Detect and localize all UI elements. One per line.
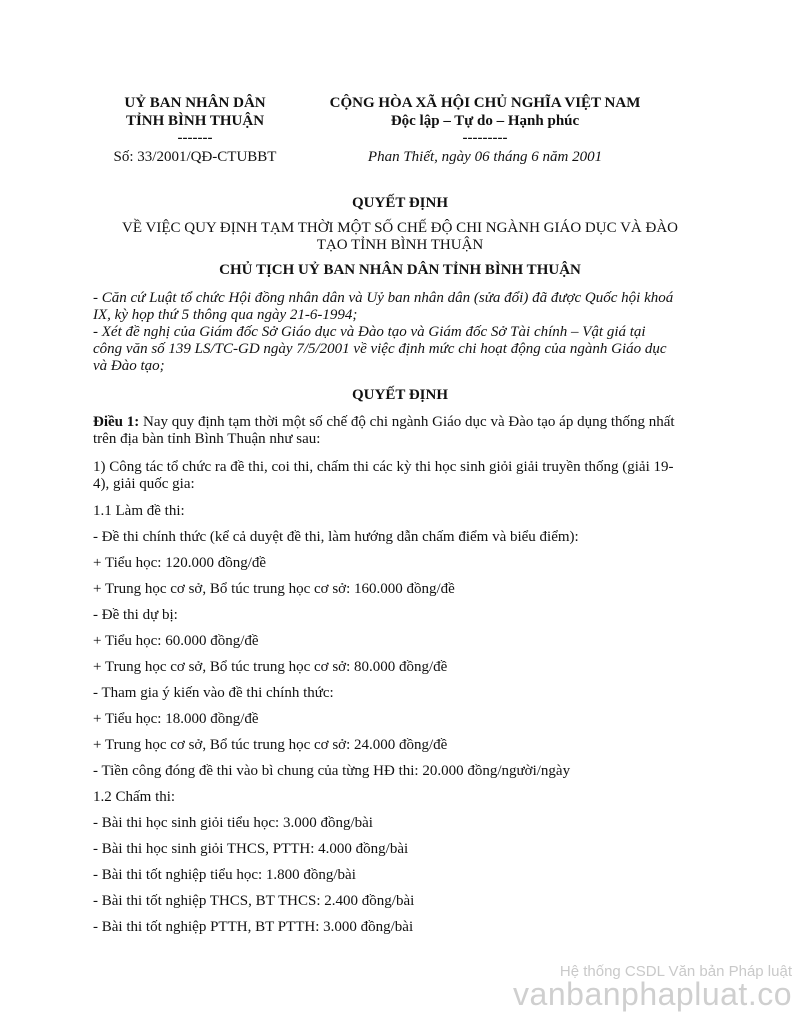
subject-line-2: TẠO TỈNH BÌNH THUẬN bbox=[316, 237, 484, 253]
list-item: - Đề thi chính thức (kể cả duyệt đề thi, làm hướng dẫn chấm điểm và biểu điểm): bbox=[93, 529, 579, 545]
basis-line: công văn số 139 LS/TC-GD ngày 7/5/2001 về việc định mức chi hoạt động của ngành Giáo dục bbox=[93, 341, 667, 357]
motto-separator: --------- bbox=[462, 130, 508, 146]
list-item: + Tiểu học: 60.000 đồng/đề bbox=[93, 633, 259, 649]
list-item: + Tiểu học: 18.000 đồng/đề bbox=[93, 711, 259, 727]
country-name: CỘNG HÒA XÃ HỘI CHỦ NGHĨA VIỆT NAM bbox=[329, 95, 641, 111]
list-item: + Trung học cơ sở, Bổ túc trung học cơ sở: 80.000 đồng/đề bbox=[93, 659, 448, 675]
article-text-cont: trên địa bàn tỉnh Bình Thuận như sau: bbox=[93, 431, 321, 447]
list-item: 1.2 Chấm thi: bbox=[93, 789, 176, 805]
subject-line-1: VỀ VIỆC QUY ĐỊNH TẠM THỜI MỘT SỐ CHẾ ĐỘ CHI NGÀNH GIÁO DỤC VÀ ĐÀO bbox=[122, 220, 678, 236]
list-item: - Bài thi tốt nghiệp PTTH, BT PTTH: 3.000 đồng/bài bbox=[93, 919, 414, 935]
authority-line-1: UỶ BAN NHÂN DÂN bbox=[124, 95, 266, 111]
basis-line: - Xét đề nghị của Giám đốc Sở Giáo dục và Đào tạo và Giám đốc Sở Tài chính – Vật giá tại bbox=[93, 324, 646, 340]
motto: Độc lập – Tự do – Hạnh phúc bbox=[390, 113, 580, 129]
basis-line: - Căn cứ Luật tổ chức Hội đồng nhân dân và Uỷ ban nhân dân (sửa đổi) đã được Quốc hội khoá bbox=[93, 290, 674, 306]
list-item: - Bài thi học sinh giỏi THCS, PTTH: 4.000 đồng/bài bbox=[93, 841, 409, 857]
document-title: QUYẾT ĐỊNH bbox=[352, 195, 448, 211]
list-item: - Bài thi tốt nghiệp tiểu học: 1.800 đồng/bài bbox=[93, 867, 356, 883]
basis-line: IX, kỳ họp thứ 5 thông qua ngày 21-6-1994; bbox=[93, 307, 358, 323]
list-item: + Trung học cơ sở, Bổ túc trung học cơ sở: 160.000 đồng/đề bbox=[93, 581, 455, 597]
item-1-line: 1) Công tác tổ chức ra đề thi, coi thi, chấm thi các kỳ thi học sinh giỏi giải truyền thống (giải 19- bbox=[93, 459, 674, 475]
list-item: - Tham gia ý kiến vào đề thi chính thức: bbox=[93, 685, 334, 701]
authority-separator: ------- bbox=[177, 130, 213, 146]
authority-heading: CHỦ TỊCH UỶ BAN NHÂN DÂN TỈNH BÌNH THUẬN bbox=[219, 262, 581, 278]
list-item: - Bài thi học sinh giỏi tiểu học: 3.000 đồng/bài bbox=[93, 815, 373, 831]
national-motto bbox=[300, 93, 670, 167]
authority-line-2: TỈNH BÌNH THUẬN bbox=[125, 113, 265, 129]
item-1-line: 4), giải quốc gia: bbox=[93, 476, 195, 492]
article-1 bbox=[93, 414, 705, 448]
item-1 bbox=[93, 459, 705, 493]
article-text: Nay quy định tạm thời một số chế độ chi ngành Giáo dục và Đào tạo áp dụng thống nhất bbox=[139, 414, 675, 430]
article-label: Điều 1: bbox=[93, 414, 140, 430]
watermark-caption: Hệ thống CSDL Văn bản Pháp luật bbox=[559, 963, 792, 980]
place-date: Phan Thiết, ngày 06 tháng 6 năm 2001 bbox=[367, 149, 603, 165]
decision-title: QUYẾT ĐỊNH bbox=[352, 387, 448, 403]
issuing-authority bbox=[95, 93, 295, 167]
list-item: + Trung học cơ sở, Bổ túc trung học cơ sở: 24.000 đồng/đề bbox=[93, 737, 448, 753]
watermark-site: vanbanphapluat.co bbox=[513, 976, 792, 1012]
basis-line: và Đào tạo; bbox=[93, 358, 165, 374]
list-item: - Đề thi dự bị: bbox=[93, 607, 178, 623]
list-item: + Tiểu học: 120.000 đồng/đề bbox=[93, 555, 267, 571]
list-item: 1.1 Làm đề thi: bbox=[93, 503, 185, 519]
legal-basis bbox=[93, 290, 705, 375]
list-item: - Bài thi tốt nghiệp THCS, BT THCS: 2.400 đồng/bài bbox=[93, 893, 415, 909]
document-number: Số: 33/2001/QĐ-CTUBBT bbox=[113, 149, 277, 165]
list-item: - Tiền công đóng đề thi vào bì chung của từng HĐ thi: 20.000 đồng/người/ngày bbox=[93, 763, 571, 779]
